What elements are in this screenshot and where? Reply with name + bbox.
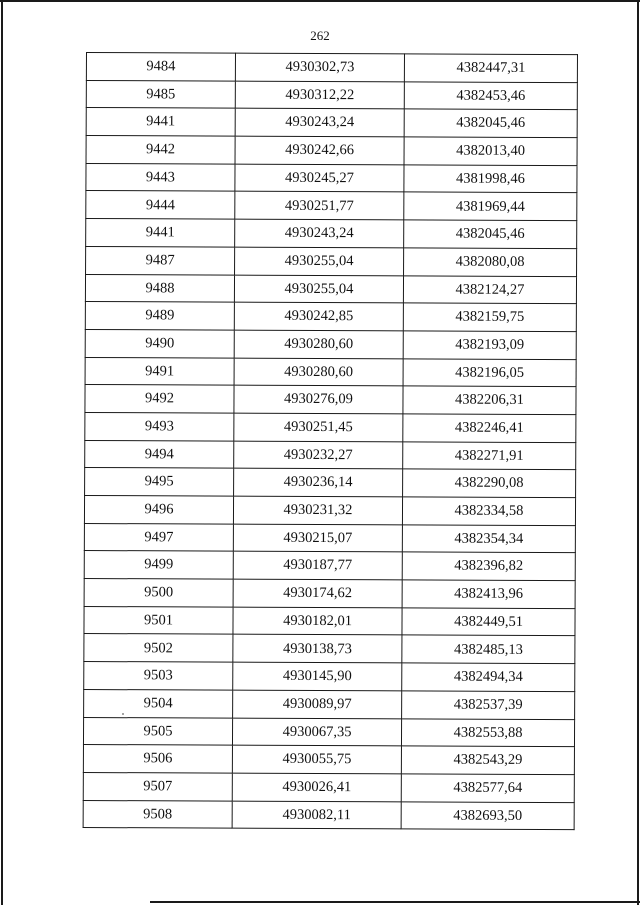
y-coordinate-cell: 4382693,50 xyxy=(401,801,574,829)
page-number: 262 xyxy=(310,28,330,43)
y-coordinate-cell: 4382206,31 xyxy=(403,386,576,414)
point-number-cell: 9488 xyxy=(85,274,234,302)
table-row xyxy=(85,302,576,332)
x-coordinate-cell: 4930312,22 xyxy=(235,81,404,109)
x-coordinate-cell: 4930242,66 xyxy=(235,136,404,164)
point-number-cell: 9444 xyxy=(86,191,235,219)
page-border-top xyxy=(0,0,640,2)
table-row xyxy=(84,606,575,636)
coordinates-table xyxy=(83,52,578,830)
x-coordinate-cell: 4930138,73 xyxy=(233,635,402,663)
point-number-cell: 9492 xyxy=(85,385,234,413)
point-number-cell: 9506 xyxy=(83,745,232,773)
y-coordinate-cell: 4381998,46 xyxy=(404,165,577,193)
table-row xyxy=(85,329,576,359)
x-coordinate-cell: 4930231,32 xyxy=(233,496,402,524)
table-row xyxy=(86,219,577,249)
table-row xyxy=(85,412,576,442)
y-coordinate-cell: 4382453,46 xyxy=(404,82,577,110)
table-row xyxy=(85,385,576,415)
table-row xyxy=(85,468,576,498)
table-row xyxy=(84,579,575,609)
x-coordinate-cell: 4930089,97 xyxy=(233,690,402,718)
y-coordinate-cell: 4382494,34 xyxy=(402,663,575,691)
x-coordinate-cell: 4930026,41 xyxy=(232,773,401,801)
table-row xyxy=(85,440,576,470)
table-row xyxy=(84,523,575,553)
point-number-cell: 9496 xyxy=(84,495,233,523)
x-coordinate-cell: 4930251,77 xyxy=(235,192,404,220)
y-coordinate-cell: 4382013,40 xyxy=(404,137,577,165)
y-coordinate-cell: 4382124,27 xyxy=(403,275,576,303)
table-row xyxy=(86,163,577,193)
point-number-cell: 9507 xyxy=(83,772,232,800)
y-coordinate-cell: 4382447,31 xyxy=(404,54,577,82)
y-coordinate-cell: 4382396,82 xyxy=(402,552,575,580)
table-row xyxy=(83,745,574,775)
x-coordinate-cell: 4930145,90 xyxy=(233,662,402,690)
point-number-cell: 9441 xyxy=(86,219,235,247)
table-body xyxy=(83,53,577,830)
y-coordinate-cell: 4382334,58 xyxy=(402,497,575,525)
point-number-cell: 9501 xyxy=(84,606,233,634)
point-number-cell: 9484 xyxy=(86,53,235,81)
y-coordinate-cell: 4382045,46 xyxy=(404,109,577,137)
point-number-cell: 9487 xyxy=(86,246,235,274)
point-number-cell: 9494 xyxy=(85,440,234,468)
point-number-cell: 9500 xyxy=(84,579,233,607)
y-coordinate-cell: 4381969,44 xyxy=(404,192,577,220)
table-row xyxy=(86,246,577,276)
point-number-cell: 9503 xyxy=(84,662,233,690)
point-number-cell: 9508 xyxy=(83,800,232,828)
y-coordinate-cell: 4382485,13 xyxy=(402,635,575,663)
point-number-cell: 9491 xyxy=(85,357,234,385)
table-row xyxy=(86,53,577,83)
point-number-cell: 9493 xyxy=(85,412,234,440)
x-coordinate-cell: 4930215,07 xyxy=(233,524,402,552)
x-coordinate-cell: 4930187,77 xyxy=(233,552,402,580)
point-number-cell: 9497 xyxy=(84,523,233,551)
x-coordinate-cell: 4930232,27 xyxy=(234,441,403,469)
point-number-cell: 9490 xyxy=(85,329,234,357)
page-border-right xyxy=(637,0,639,905)
table-row xyxy=(86,136,577,166)
x-coordinate-cell: 4930245,27 xyxy=(235,164,404,192)
x-coordinate-cell: 4930242,85 xyxy=(234,302,403,330)
x-coordinate-cell: 4930055,75 xyxy=(232,745,401,773)
table-row xyxy=(83,772,574,802)
x-coordinate-cell: 4930302,73 xyxy=(235,53,404,81)
x-coordinate-cell: 4930251,45 xyxy=(234,413,403,441)
x-coordinate-cell: 4930243,24 xyxy=(235,109,404,137)
table-row xyxy=(85,274,576,304)
table-row xyxy=(83,800,574,830)
table-row xyxy=(83,717,574,747)
y-coordinate-cell: 4382159,75 xyxy=(403,303,576,331)
x-coordinate-cell: 4930243,24 xyxy=(235,219,404,247)
y-coordinate-cell: 4382577,64 xyxy=(401,774,574,802)
x-coordinate-cell: 4930255,04 xyxy=(235,247,404,275)
table-row xyxy=(84,662,575,692)
table-row xyxy=(86,108,577,138)
table-row xyxy=(84,689,575,719)
point-number-cell: 9495 xyxy=(85,468,234,496)
point-number-cell: 9441 xyxy=(86,108,235,136)
point-number-cell: 9504 xyxy=(84,689,233,717)
x-coordinate-cell: 4930255,04 xyxy=(234,275,403,303)
y-coordinate-cell: 4382449,51 xyxy=(402,608,575,636)
x-coordinate-cell: 4930174,62 xyxy=(233,579,402,607)
y-coordinate-cell: 4382413,96 xyxy=(402,580,575,608)
y-coordinate-cell: 4382271,91 xyxy=(403,442,576,470)
point-number-cell: 9502 xyxy=(84,634,233,662)
page-border-left xyxy=(1,0,3,905)
table-row xyxy=(86,191,577,221)
table-row xyxy=(84,551,575,581)
y-coordinate-cell: 4382537,39 xyxy=(402,691,575,719)
point-number-cell: 9485 xyxy=(86,80,235,108)
y-coordinate-cell: 4382354,34 xyxy=(402,525,575,553)
table-row xyxy=(84,495,575,525)
y-coordinate-cell: 4382290,08 xyxy=(403,469,576,497)
point-number-cell: 9489 xyxy=(85,302,234,330)
x-coordinate-cell: 4930280,60 xyxy=(234,330,403,358)
x-coordinate-cell: 4930236,14 xyxy=(234,468,403,496)
y-coordinate-cell: 4382045,46 xyxy=(404,220,577,248)
point-number-cell: 9442 xyxy=(86,136,235,164)
x-coordinate-cell: 4930280,60 xyxy=(234,358,403,386)
y-coordinate-cell: 4382193,09 xyxy=(403,331,576,359)
table-row xyxy=(86,80,577,110)
point-number-cell: 9505 xyxy=(83,717,232,745)
x-coordinate-cell: 4930067,35 xyxy=(232,718,401,746)
y-coordinate-cell: 4382196,05 xyxy=(403,358,576,386)
scan-speck xyxy=(122,713,124,715)
table-row xyxy=(84,634,575,664)
table-row xyxy=(85,357,576,387)
point-number-cell: 9443 xyxy=(86,163,235,191)
x-coordinate-cell: 4930182,01 xyxy=(233,607,402,635)
page-bottom-line xyxy=(150,901,640,903)
y-coordinate-cell: 4382246,41 xyxy=(403,414,576,442)
y-coordinate-cell: 4382553,88 xyxy=(401,718,574,746)
y-coordinate-cell: 4382543,29 xyxy=(401,746,574,774)
point-number-cell: 9499 xyxy=(84,551,233,579)
coordinates-table-wrap xyxy=(83,52,578,830)
x-coordinate-cell: 4930082,11 xyxy=(232,801,401,829)
x-coordinate-cell: 4930276,09 xyxy=(234,385,403,413)
y-coordinate-cell: 4382080,08 xyxy=(404,248,577,276)
